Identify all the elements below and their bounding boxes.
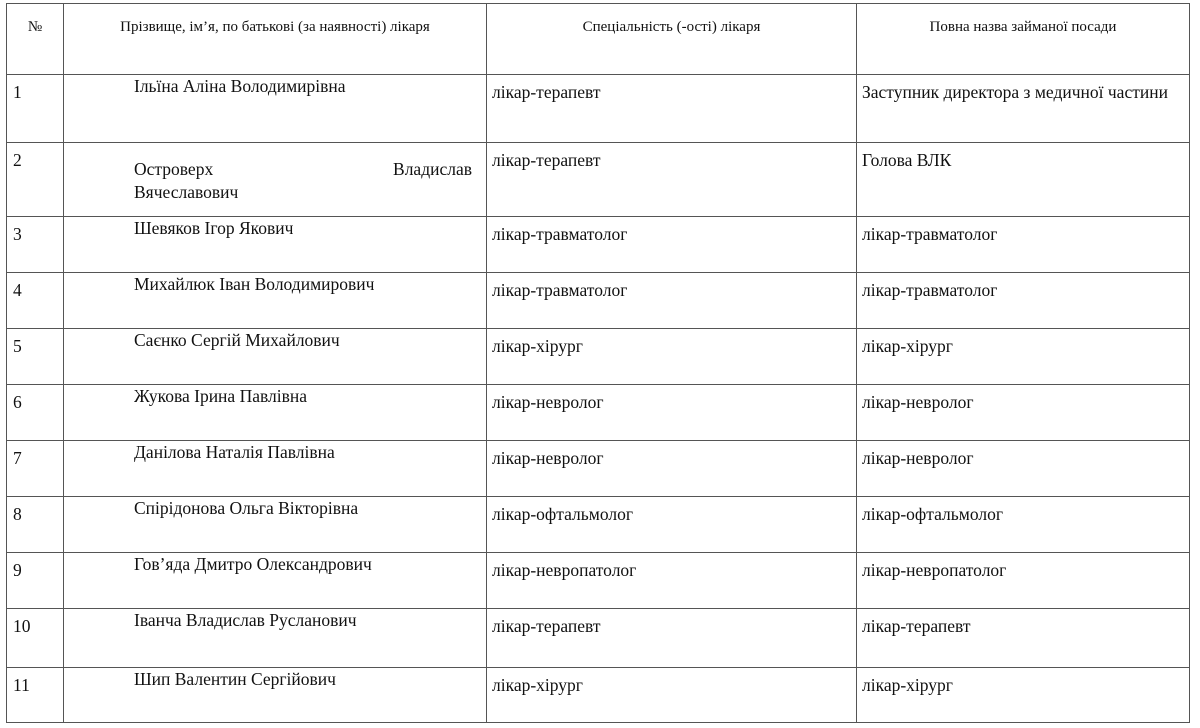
- row-number: 9: [7, 553, 64, 609]
- doctor-name: Гов’яда Дмитро Олександрович: [64, 553, 487, 609]
- row-number: 4: [7, 273, 64, 329]
- doctor-position: лікар-офтальмолог: [857, 497, 1190, 553]
- doctor-specialty: лікар-хірург: [487, 329, 857, 385]
- doctor-specialty: лікар-терапевт: [487, 143, 857, 217]
- row-number: 8: [7, 497, 64, 553]
- doctor-name: Шевяков Ігор Якович: [64, 217, 487, 273]
- name-first: Владислав: [393, 159, 472, 179]
- doctors-table: [6, 3, 1190, 723]
- table-header-row: [7, 4, 1190, 75]
- table-row: [7, 217, 1190, 273]
- name-patronymic: Вячеславович: [134, 182, 239, 202]
- header-position: Повна назва займаної посади: [857, 4, 1190, 75]
- row-number: 6: [7, 385, 64, 441]
- doctor-name: [64, 143, 487, 217]
- table-row: [7, 385, 1190, 441]
- doctor-position: лікар-невролог: [857, 441, 1190, 497]
- doctor-position: лікар-травматолог: [857, 273, 1190, 329]
- doctor-specialty: лікар-терапевт: [487, 609, 857, 668]
- doctor-name: Ільїна Аліна Володимирівна: [64, 75, 487, 143]
- table-row: [7, 441, 1190, 497]
- doctor-specialty: лікар-травматолог: [487, 217, 857, 273]
- table-row: [7, 273, 1190, 329]
- doctor-position: Заступник директора з медичної частини: [857, 75, 1190, 143]
- row-number: 1: [7, 75, 64, 143]
- row-number: 11: [7, 668, 64, 723]
- row-number: 2: [7, 143, 64, 217]
- row-number: 10: [7, 609, 64, 668]
- doctor-position: лікар-терапевт: [857, 609, 1190, 668]
- doctor-specialty: лікар-хірург: [487, 668, 857, 723]
- doctor-name: Саєнко Сергій Михайлович: [64, 329, 487, 385]
- doctor-name: Михайлюк Іван Володимирович: [64, 273, 487, 329]
- header-name: Прізвище, ім’я, по батькові (за наявності) лікаря: [64, 4, 487, 75]
- header-num: №: [7, 4, 64, 75]
- header-specialty: Спеціальність (-ості) лікаря: [487, 4, 857, 75]
- doctor-name: Шип Валентин Сергійович: [64, 668, 487, 723]
- doctor-specialty: лікар-невролог: [487, 441, 857, 497]
- table-row: [7, 497, 1190, 553]
- table-row: [7, 75, 1190, 143]
- doctor-position: лікар-невролог: [857, 385, 1190, 441]
- doctor-specialty: лікар-офтальмолог: [487, 497, 857, 553]
- doctor-specialty: лікар-терапевт: [487, 75, 857, 143]
- doctor-name: Жукова Ірина Павлівна: [64, 385, 487, 441]
- doctor-specialty: лікар-невролог: [487, 385, 857, 441]
- doctor-specialty: лікар-невропатолог: [487, 553, 857, 609]
- row-number: 7: [7, 441, 64, 497]
- doctor-position: лікар-травматолог: [857, 217, 1190, 273]
- table-row: [7, 668, 1190, 723]
- doctor-name: Данілова Наталія Павлівна: [64, 441, 487, 497]
- doctor-position: Голова ВЛК: [857, 143, 1190, 217]
- doctor-specialty: лікар-травматолог: [487, 273, 857, 329]
- table-row: [7, 329, 1190, 385]
- doctor-name: Спірідонова Ольга Вікторівна: [64, 497, 487, 553]
- name-surname: Островерх: [134, 159, 214, 179]
- doctor-name: Іванча Владислав Русланович: [64, 609, 487, 668]
- doctor-position: лікар-хірург: [857, 329, 1190, 385]
- doctor-position: лікар-невропатолог: [857, 553, 1190, 609]
- table-row: [7, 553, 1190, 609]
- row-number: 3: [7, 217, 64, 273]
- table-row: [7, 143, 1190, 217]
- doctor-position: лікар-хірург: [857, 668, 1190, 723]
- table-row: [7, 609, 1190, 668]
- row-number: 5: [7, 329, 64, 385]
